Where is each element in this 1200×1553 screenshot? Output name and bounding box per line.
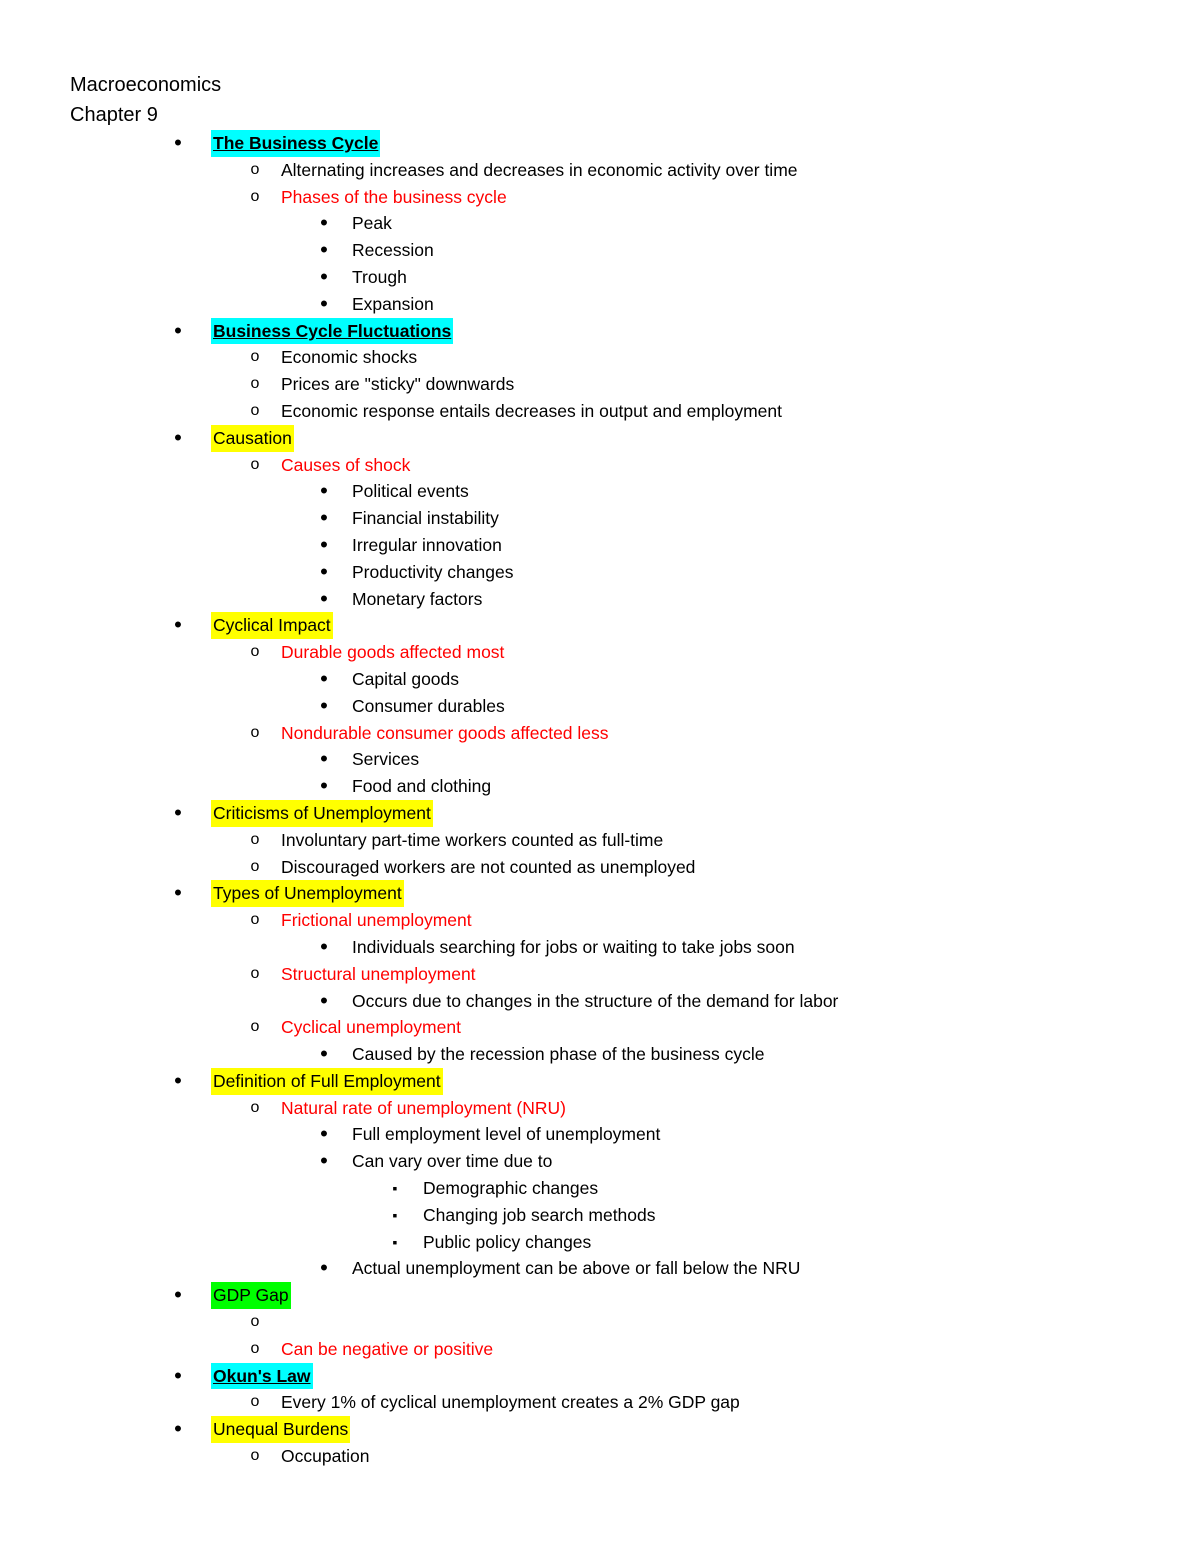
chapter-subtitle: Chapter 9 <box>70 104 158 126</box>
item-text: Consumer durables <box>352 695 505 716</box>
item-text: Changing job search methods <box>423 1204 656 1225</box>
heading-text: Business Cycle Fluctuations <box>211 318 453 345</box>
item-text: Can vary over time due to <box>352 1151 553 1172</box>
outline-item <box>70 559 1130 586</box>
bullet-marker-icon <box>168 1363 188 1393</box>
item-text: Phases of the business cycle <box>281 186 507 207</box>
item-text: Trough <box>352 266 407 287</box>
bullet-marker-icon <box>314 1255 334 1285</box>
circle-marker-icon <box>245 854 265 881</box>
outline-item <box>70 157 1130 184</box>
outline-item <box>70 1309 1130 1336</box>
heading-text: Causation <box>211 425 294 452</box>
circle-marker-icon <box>245 907 265 934</box>
circle-marker-icon <box>245 1014 265 1041</box>
bullet-marker-icon <box>168 318 188 348</box>
item-text: Causes of shock <box>281 454 411 475</box>
square-marker-icon <box>385 1202 405 1230</box>
bullet-marker-icon <box>314 988 334 1018</box>
heading-text: GDP Gap <box>211 1282 291 1309</box>
bullet-marker-icon <box>168 1068 188 1098</box>
bullet-marker-icon <box>314 559 334 589</box>
outline-heading <box>70 800 1130 827</box>
outline-item <box>70 907 1130 934</box>
circle-marker-icon <box>245 1095 265 1122</box>
item-text: Economic shocks <box>281 347 418 368</box>
outline-item <box>70 1336 1130 1363</box>
outline-item <box>70 988 1130 1015</box>
circle-marker-icon <box>245 371 265 398</box>
outline-item <box>70 1148 1130 1175</box>
outline-heading <box>70 1416 1130 1443</box>
item-text: Caused by the recession phase of the business cycle <box>352 1044 765 1065</box>
bullet-marker-icon <box>314 934 334 964</box>
item-text: Discouraged workers are not counted as unemployed <box>281 856 696 877</box>
item-text: Involuntary part-time workers counted as full-time <box>281 829 664 850</box>
item-text: Natural rate of unemployment (NRU) <box>281 1097 566 1118</box>
item-text: Occurs due to changes in the structure of the demand for labor <box>352 990 839 1011</box>
item-text: Capital goods <box>352 668 460 689</box>
item-text: Peak <box>352 213 392 234</box>
outline-item <box>70 184 1130 211</box>
item-text: Economic response entails decreases in output and employment <box>281 400 782 421</box>
outline-item <box>70 237 1130 264</box>
outline-item <box>70 210 1130 237</box>
heading-text: Okun's Law <box>211 1363 313 1390</box>
item-text: Full employment level of unemployment <box>352 1124 661 1145</box>
heading-text: Cyclical Impact <box>211 612 333 639</box>
outline-item <box>70 452 1130 479</box>
bullet-marker-icon <box>314 291 334 321</box>
outline-item <box>70 478 1130 505</box>
heading-text: Unequal Burdens <box>211 1416 350 1443</box>
bullet-marker-icon <box>168 800 188 830</box>
bullet-marker-icon <box>168 1416 188 1446</box>
item-text: Productivity changes <box>352 561 514 582</box>
document-page <box>70 70 1130 1470</box>
circle-marker-icon <box>245 344 265 371</box>
bullet-marker-icon <box>314 1148 334 1178</box>
item-text: Individuals searching for jobs or waiting to take jobs soon <box>352 936 795 957</box>
heading-text: Criticisms of Unemployment <box>211 800 433 827</box>
outline-item <box>70 1095 1130 1122</box>
item-text: Durable goods affected most <box>281 642 505 663</box>
outline-list <box>70 130 1130 1470</box>
outline-heading <box>70 318 1130 345</box>
outline-item <box>70 961 1130 988</box>
outline-item <box>70 666 1130 693</box>
circle-marker-icon <box>245 184 265 211</box>
item-text: Nondurable consumer goods affected less <box>281 722 609 743</box>
outline-heading <box>70 1363 1130 1390</box>
outline-heading <box>70 1282 1130 1309</box>
outline-item <box>70 586 1130 613</box>
outline-item <box>70 720 1130 747</box>
bullet-marker-icon <box>314 210 334 240</box>
outline-heading <box>70 612 1130 639</box>
bullet-marker-icon <box>314 264 334 294</box>
outline-item <box>70 773 1130 800</box>
bullet-marker-icon <box>314 746 334 776</box>
item-text: Financial instability <box>352 508 499 529</box>
bullet-marker-icon <box>314 478 334 508</box>
outline-heading <box>70 880 1130 907</box>
circle-marker-icon <box>245 639 265 666</box>
bullet-marker-icon <box>168 1282 188 1312</box>
square-marker-icon <box>385 1175 405 1203</box>
document-title: Macroeconomics <box>70 74 222 96</box>
outline-item <box>70 1255 1130 1282</box>
item-text: Actual unemployment can be above or fall below the NRU <box>352 1258 801 1279</box>
heading-text: The Business Cycle <box>211 130 380 157</box>
item-text: Structural unemployment <box>281 963 476 984</box>
bullet-marker-icon <box>314 505 334 535</box>
outline-item <box>70 1121 1130 1148</box>
outline-item <box>70 264 1130 291</box>
outline-item <box>70 1229 1130 1256</box>
outline-heading <box>70 130 1130 157</box>
bullet-marker-icon <box>314 773 334 803</box>
outline-item <box>70 505 1130 532</box>
outline-item <box>70 1202 1130 1229</box>
item-text: Every 1% of cyclical unemployment creates a 2% GDP gap <box>281 1392 740 1413</box>
bullet-marker-icon <box>314 237 334 267</box>
bullet-marker-icon <box>314 1121 334 1151</box>
item-text: Demographic changes <box>423 1178 599 1199</box>
circle-marker-icon <box>245 720 265 747</box>
outline-item <box>70 854 1130 881</box>
outline-item <box>70 1389 1130 1416</box>
bullet-marker-icon <box>314 586 334 616</box>
outline-item <box>70 1041 1130 1068</box>
outline-heading <box>70 425 1130 452</box>
outline-item <box>70 746 1130 773</box>
outline-item <box>70 639 1130 666</box>
circle-marker-icon <box>245 1309 265 1336</box>
circle-marker-icon <box>245 398 265 425</box>
bullet-marker-icon <box>314 1041 334 1071</box>
outline-item <box>70 934 1130 961</box>
item-text: Can be negative or positive <box>281 1338 494 1359</box>
bullet-marker-icon <box>168 130 188 160</box>
outline-item <box>70 291 1130 318</box>
circle-marker-icon <box>245 1443 265 1470</box>
bullet-marker-icon <box>168 425 188 455</box>
item-text: Prices are "sticky" downwards <box>281 374 515 395</box>
heading-text: Types of Unemployment <box>211 880 404 907</box>
outline-item <box>70 344 1130 371</box>
circle-marker-icon <box>245 1336 265 1363</box>
bullet-marker-icon <box>314 532 334 562</box>
outline-item <box>70 1175 1130 1202</box>
item-text: Public policy changes <box>423 1231 592 1252</box>
outline-item <box>70 1014 1130 1041</box>
outline-item <box>70 532 1130 559</box>
outline-item <box>70 371 1130 398</box>
item-text: Expansion <box>352 293 434 314</box>
item-text: Cyclical unemployment <box>281 1017 461 1038</box>
item-text: Recession <box>352 240 434 261</box>
item-text: Monetary factors <box>352 588 483 609</box>
item-text: Political events <box>352 481 469 502</box>
bullet-marker-icon <box>168 612 188 642</box>
item-text: Food and clothing <box>352 776 492 797</box>
outline-item <box>70 827 1130 854</box>
outline-item <box>70 1443 1130 1470</box>
heading-text: Definition of Full Employment <box>211 1068 443 1095</box>
circle-marker-icon <box>245 452 265 479</box>
outline-heading <box>70 1068 1130 1095</box>
circle-marker-icon <box>245 961 265 988</box>
item-text: Occupation <box>281 1446 370 1467</box>
bullet-marker-icon <box>314 666 334 696</box>
outline-item <box>70 693 1130 720</box>
square-marker-icon <box>385 1229 405 1257</box>
outline-item <box>70 398 1130 425</box>
circle-marker-icon <box>245 827 265 854</box>
item-text: Services <box>352 749 420 770</box>
bullet-marker-icon <box>168 880 188 910</box>
circle-marker-icon <box>245 157 265 184</box>
item-text: Irregular innovation <box>352 534 502 555</box>
item-text: Alternating increases and decreases in economic activity over time <box>281 159 798 180</box>
circle-marker-icon <box>245 1389 265 1416</box>
item-text: Frictional unemployment <box>281 910 472 931</box>
bullet-marker-icon <box>314 693 334 723</box>
